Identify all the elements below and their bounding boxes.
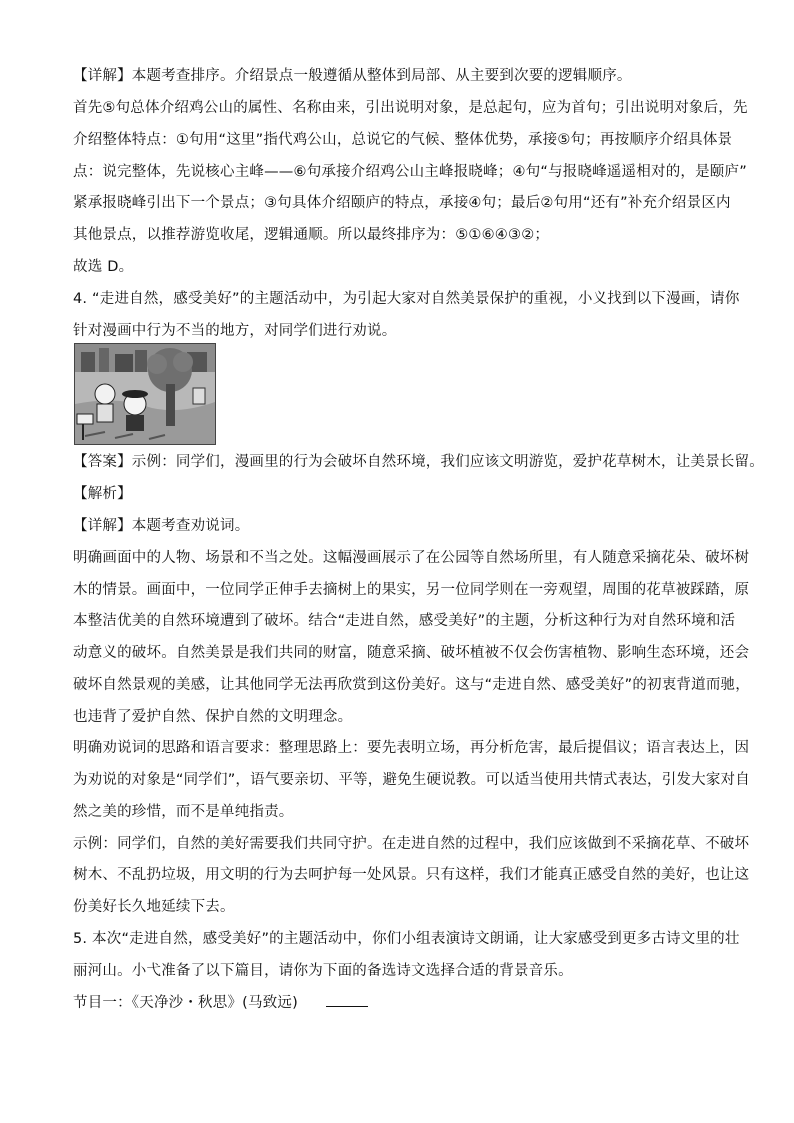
text-line: 本整洁优美的自然环境遭到了破坏。结合“走进自然，感受美好”的主题，分析这种行为对自然环境和活: [73, 613, 736, 629]
question-4-line: 针对漫画中行为不当的地方，对同学们进行劝说。: [73, 323, 397, 339]
text-line: 动意义的破坏。自然美景是我们共同的财富，随意采摘、破坏植被不仅会伤害植物、影响生态环境，还会: [73, 645, 750, 661]
text-line: 【详解】本题考查劝说词。: [73, 518, 250, 534]
comic-illustration: [74, 343, 216, 445]
program-one-line: [73, 992, 733, 1014]
text-line: 其他景点，以推荐游览收尾，逻辑通顺。所以最终排序为：⑤①⑥④③②；: [73, 227, 550, 243]
text-line: 份美好长久地延续下去。: [73, 899, 235, 915]
text-line: 紧承报晓峰引出下一个景点；③句具体介绍颐庐的特点，承接④句；最后②句用“还有”补充介绍景区内: [73, 195, 731, 211]
text-line: 木的情景。画面中，一位同学正伸手去摘树上的果实，另一位同学则在一旁观望，周围的花草被踩踏，原: [73, 582, 750, 598]
text-line: 为劝说的对象是“同学们”，语气要亲切、平等，避免生硬说教。可以适当使用共情式表达，引发大家对自: [73, 772, 750, 788]
question-5-line: 丽河山。小弋准备了以下篇目，请你为下面的备选诗文选择合适的背景音乐。: [73, 963, 573, 979]
text-line: 点：说完整体，先说核心主峰——⑥句承接介绍鸡公山主峰报晓峰；④句“与报晓峰遥遥相对的，是颐庐”: [73, 164, 747, 180]
comic-drawing: [75, 344, 215, 444]
text-line: 首先⑤句总体介绍鸡公山的属性、名称由来，引出说明对象，是总起句，应为首句；引出说明对象后，先: [73, 100, 748, 116]
text-line: 故选 D。: [73, 259, 134, 275]
question-4-line: 4. “走进自然，感受美好”的主题活动中，为引起大家对自然美景保护的重视，小义找到以下漫画，请你: [73, 291, 740, 307]
program-one-label: 节目一：《天净沙・秋思》(马致远): [73, 995, 298, 1011]
text-line: 破坏自然景观的美感，让其他同学无法再欣赏到这份美好。这与“走进自然、感受美好”的初衷背道而驰，: [73, 677, 750, 693]
text-line: 示例：同学们，自然的美好需要我们共同守护。在走进自然的过程中，我们应该做到不采摘花草、不破坏: [73, 836, 750, 852]
text-line: 明确画面中的人物、场景和不当之处。这幅漫画展示了在公园等自然场所里，有人随意采摘花朵、破坏树: [73, 550, 750, 566]
answer-blank[interactable]: [326, 992, 368, 1007]
question-5-line: 5. 本次“走进自然，感受美好”的主题活动中，你们小组表演诗文朗诵，让大家感受到更多古诗文里的壮: [73, 931, 740, 947]
answer-line: 【答案】示例：同学们，漫画里的行为会破坏自然环境，我们应该文明游览，爱护花草树木，让美景长留。: [73, 454, 764, 470]
text-line: 树木、不乱扔垃圾，用文明的行为去呵护每一处风景。只有这样，我们才能真正感受自然的美好，也让这: [73, 867, 750, 883]
analysis-heading: 【解析】: [73, 486, 132, 502]
text-line: 明确劝说词的思路和语言要求：整理思路上：要先表明立场，再分析危害，最后提倡议；语言表达上，因: [73, 740, 750, 756]
text-line: 介绍整体特点：①句用“这里”指代鸡公山，总说它的气候、整体优势，承接⑤句；再按顺序介绍具体景: [73, 132, 733, 148]
text-line: 也违背了爱护自然、保护自然的文明理念。: [73, 709, 353, 725]
text-line: 【详解】本题考查排序。介绍景点一般遵循从整体到局部、从主要到次要的逻辑顺序。: [73, 68, 632, 84]
text-line: 然之美的珍惜，而不是单纯指责。: [73, 804, 294, 820]
